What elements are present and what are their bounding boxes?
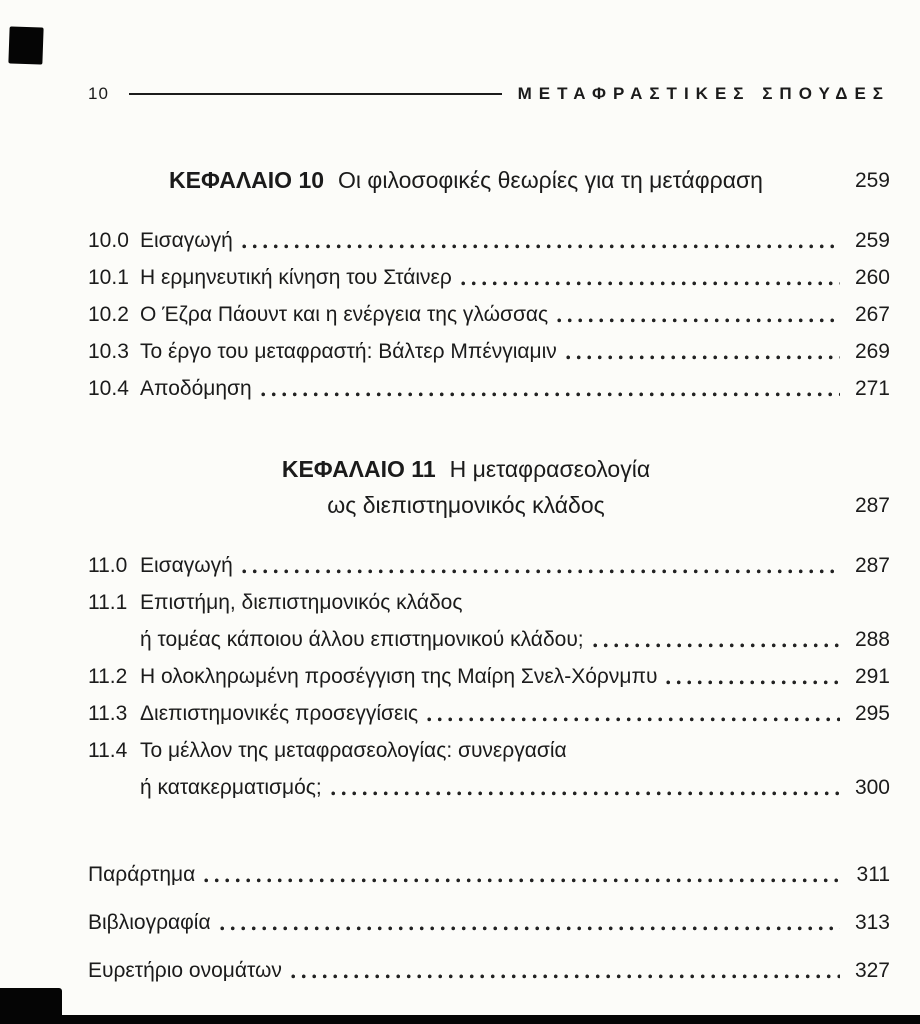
entry-title: Εισαγωγή xyxy=(140,229,233,252)
dot-leader xyxy=(427,717,840,722)
dot-leader xyxy=(204,878,840,883)
chapter-10-title: Οι φιλοσοφικές θεωρίες για τη μετάφραση xyxy=(338,167,763,193)
toc-entry xyxy=(88,228,890,253)
entry-page: 271 xyxy=(854,377,890,400)
toc-entry xyxy=(88,265,890,290)
entry-page: 313 xyxy=(854,911,890,934)
entry-title: Επιστήμη, διεπιστημονικός κλάδος xyxy=(140,591,463,614)
header-rule xyxy=(129,93,502,95)
running-title: ΜΕΤΑΦΡΑΣΤΙΚΕΣ ΣΠΟΥΔΕΣ xyxy=(517,84,890,103)
toc-entry-continuation xyxy=(88,627,890,652)
toc-entry xyxy=(88,738,890,763)
dot-leader xyxy=(291,974,840,979)
entry-title-line2: ή κατακερματισμός; xyxy=(140,776,322,799)
dot-leader xyxy=(557,318,840,323)
dot-leader xyxy=(461,281,840,286)
entry-number: 10.3 xyxy=(88,340,129,363)
entry-page: 260 xyxy=(854,266,890,289)
chapter-10-entries xyxy=(88,228,890,401)
entry-page: 295 xyxy=(854,702,890,725)
entry-title: Αποδόμηση xyxy=(140,377,252,400)
dot-leader xyxy=(220,926,840,931)
entry-title-line2: ή τομέας κάποιου άλλου επιστημονικού κλάδου; xyxy=(140,628,584,651)
toc-entry xyxy=(88,339,890,364)
entry-page: 287 xyxy=(854,554,890,577)
entry-title: Το μέλλον της μεταφρασεολογίας: συνεργασία xyxy=(140,739,567,762)
entry-number: 11.0 xyxy=(88,554,128,577)
chapter-11-heading-text xyxy=(88,451,844,523)
entry-title: Βιβλιογραφία xyxy=(88,911,211,934)
toc-entry xyxy=(88,701,890,726)
chapter-10-heading xyxy=(88,162,890,198)
entry-number: 10.0 xyxy=(88,229,129,252)
toc-entry xyxy=(88,664,890,689)
entry-page: 300 xyxy=(854,776,890,799)
page-header xyxy=(88,84,890,104)
dot-leader xyxy=(666,680,840,685)
chapter-11-heading-line1 xyxy=(88,451,844,487)
toc-entry-continuation xyxy=(88,775,890,800)
entry-number: 10.2 xyxy=(88,303,129,326)
dot-leader xyxy=(242,244,840,249)
entry-page: 288 xyxy=(854,628,890,651)
folio-page-number: 10 xyxy=(88,84,109,103)
chapter-10-label: ΚΕΦΑΛΑΙΟ 10 xyxy=(169,167,325,193)
dot-leader xyxy=(242,569,840,574)
scan-artifact-bottom-edge xyxy=(0,1015,920,1024)
back-matter-entry xyxy=(88,958,890,983)
entry-page: 259 xyxy=(854,229,890,252)
entry-page: 267 xyxy=(854,303,890,326)
entry-page: 327 xyxy=(854,959,890,982)
dot-leader xyxy=(566,355,840,360)
entry-page: 291 xyxy=(854,665,890,688)
chapter-10-page: 259 xyxy=(854,169,890,192)
chapter-11-title: Η μεταφρασεολογία xyxy=(449,456,651,482)
entry-title: Η ερμηνευτική κίνηση του Στάινερ xyxy=(140,266,452,289)
toc-entry xyxy=(88,376,890,401)
entry-title: Ευρετήριο ονομάτων xyxy=(88,959,282,982)
entry-title: Διεπιστημονικές προσεγγίσεις xyxy=(140,702,419,725)
chapter-10-heading-text xyxy=(88,162,844,198)
chapter-11-heading-line2: ως διεπιστημονικός κλάδος xyxy=(327,492,605,518)
chapter-11-page: 287 xyxy=(854,494,890,517)
back-matter xyxy=(88,862,890,983)
dot-leader xyxy=(261,392,840,397)
entry-title: Παράρτημα xyxy=(88,863,196,886)
dot-leader xyxy=(593,643,840,648)
chapter-11-label: ΚΕΦΑΛΑΙΟ 11 xyxy=(281,456,436,482)
entry-number: 11.3 xyxy=(88,702,128,725)
back-matter-entry xyxy=(88,910,890,935)
entry-number: 11.2 xyxy=(88,665,128,688)
entry-page: 269 xyxy=(854,340,890,363)
scan-artifact-top-left xyxy=(8,26,43,64)
entry-title: Εισαγωγή xyxy=(140,554,233,577)
dot-leader xyxy=(331,791,840,796)
entry-number: 11.4 xyxy=(88,739,128,762)
toc-entry xyxy=(88,553,890,578)
chapter-11-heading xyxy=(88,451,890,523)
back-matter-entry xyxy=(88,862,890,887)
entry-number: 10.1 xyxy=(88,266,129,289)
scan-artifact-bottom-left xyxy=(0,988,62,1024)
entry-title: Το έργο του μεταφραστή: Βάλτερ Μπένγιαμιν xyxy=(140,340,557,363)
entry-number: 11.1 xyxy=(88,591,128,614)
toc-entry xyxy=(88,590,890,615)
entry-title: Η ολοκληρωμένη προσέγγιση της Μαίρη Σνελ-Χόρνμπυ xyxy=(140,665,658,688)
entry-number: 10.4 xyxy=(88,377,129,400)
entry-title: Ο Έζρα Πάουντ και η ενέργεια της γλώσσας xyxy=(140,303,549,326)
toc-entry xyxy=(88,302,890,327)
entry-page: 311 xyxy=(856,863,890,886)
chapter-11-entries xyxy=(88,553,890,800)
